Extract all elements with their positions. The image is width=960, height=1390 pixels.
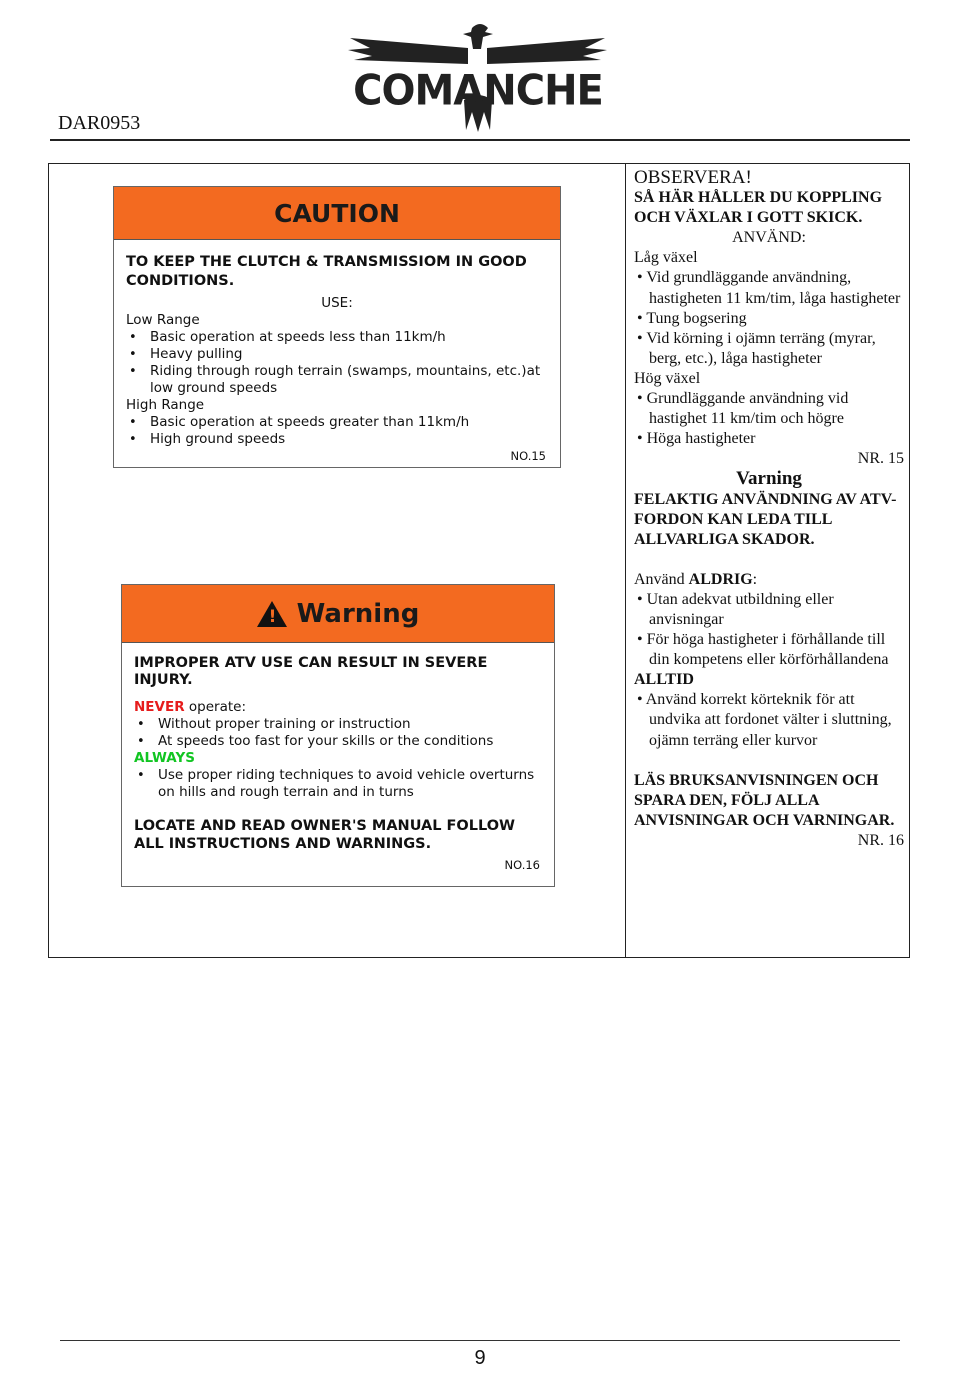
warning-title-bar [122,585,554,643]
hog-item: • Grundläggande användning vid hastighet 11 km/tim och högre [637,390,849,428]
alltid-heading: ALLTID [634,671,694,689]
warning-label [121,584,555,887]
caution-high-item: • High ground speeds [126,431,548,448]
warning-number: NO.16 [504,858,540,872]
caution-low-item: • Basic operation at speeds less than 11km/h [126,329,548,346]
hog-item: • Höga hastigheter [637,430,756,448]
warning-never: NEVER [134,699,185,715]
caution-high-item: • Basic operation at speeds greater than 11km/h [126,414,548,431]
caution-title-bar [114,187,560,240]
footer-divider [60,1340,900,1341]
lag-item: • Vid grundläggande användning, hastigheten 11 km/tim, låga hastigheter [637,269,901,307]
felaktig-text: FELAKTIG ANVÄNDNING AV ATV-FORDON KAN LEDA TILL ALLVARLIGA SKADOR. [634,490,897,548]
aldrig-item: • Utan adekvat utbildning eller anvisningar [637,590,834,628]
document-id: DAR0953 [58,112,141,134]
caution-low-item: • Riding through rough terrain (swamps, mountains, etc.)at low ground speeds [126,363,548,397]
header-divider [50,139,910,141]
caution-number: NO.15 [510,449,546,463]
intro-text: SÅ HÄR HÅLLER DU KOPPLING OCH VÄXLAR I GOTT SKICK. [634,189,883,227]
caution-low-item: • Heavy pulling [126,346,548,363]
nr15-label: NR. 15 [857,450,904,468]
caution-high-range: High Range [126,397,205,413]
varning-heading: Varning [736,468,802,490]
caution-heading: TO KEEP THE CLUTCH & TRANSMISSIOM IN GOOD CONDITIONS. [126,254,527,289]
caution-low-range: Low Range [126,312,200,328]
column-divider [625,164,626,957]
observera-heading: OBSERVERA! [634,167,752,188]
nr16-label: NR. 16 [857,831,904,849]
caution-title: CAUTION [274,198,400,228]
warning-never-suffix: operate: [184,699,246,715]
warning-title: Warning [296,598,420,629]
warning-heading: IMPROPER ATV USE CAN RESULT IN SEVERE INJURY. [134,655,488,688]
logo-wordmark: COMANCHE [353,66,603,116]
content-table [48,163,910,958]
comanche-logo [340,18,615,136]
warning-footer: LOCATE AND READ OWNER'S MANUAL FOLLOW ALL INSTRUCTIONS AND WARNINGS. [134,818,516,852]
swedish-text-column [634,168,904,851]
anvand-heading: ANVÄND: [732,229,806,247]
alltid-item: • Använd korrekt körteknik för att undvika att fordonet välter i sluttning, ojämn terräng eller kurvor [637,691,892,749]
warning-never-item: • Without proper training or instruction [134,716,542,733]
warning-triangle-icon [257,601,287,627]
warning-never-item: • At speeds too fast for your skills or the conditions [134,733,542,750]
las-text: LÄS BRUKSANVISNINGEN OCH SPARA DEN, FÖLJ ALLA ANVISNINGAR OCH VARNINGAR. [634,771,895,829]
warning-always-item: • Use proper riding techniques to avoid vehicle overturns on hills and rough terrain and in turns [134,767,542,801]
lag-vaxel-heading: Låg växel [634,249,698,267]
page-number: 9 [474,1347,486,1369]
aldrig-item: • För höga hastigheter i förhållande till din kompetens eller körförhållandena [637,631,889,669]
warning-always: ALWAYS [134,750,195,766]
lag-item: • Vid körning i ojämn terräng (myrar, berg, etc.), låga hastigheter [637,329,876,367]
lag-item: • Tung bogsering [637,309,747,327]
caution-label [113,186,561,468]
hog-vaxel-heading: Hög växel [634,369,701,387]
caution-use: USE: [321,295,353,311]
anvand-aldrig-line: Använd ALDRIG: [634,570,758,588]
warning-never-line [134,699,542,716]
